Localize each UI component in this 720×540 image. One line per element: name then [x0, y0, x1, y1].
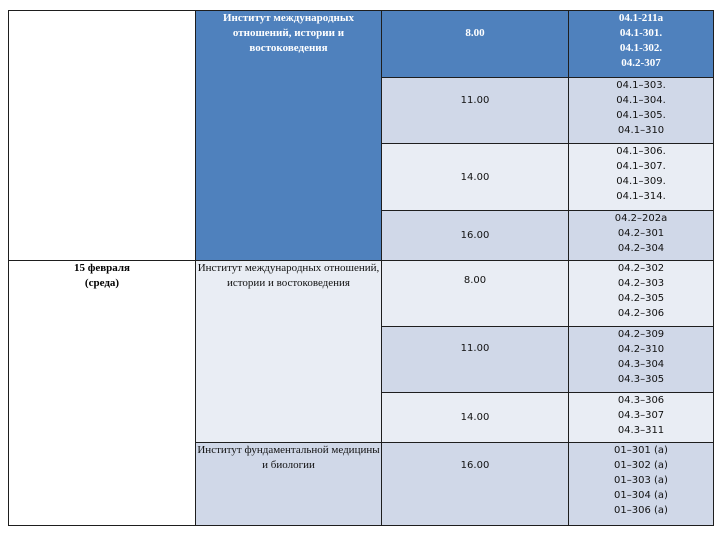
- room-item: 04.2–303: [617, 278, 665, 289]
- room-item: 04.1–304.: [616, 95, 666, 106]
- room-item: 04.1–307.: [616, 161, 666, 172]
- room-item: 01–303 (а): [614, 475, 668, 486]
- date-cell: 15 февраля (среда): [9, 261, 196, 526]
- schedule-table: [8, 10, 714, 526]
- rooms-cell: [569, 327, 714, 393]
- room-item: 04.3–306: [617, 395, 665, 406]
- room-item: 04.2–301: [617, 228, 665, 239]
- room-item: 04.3–305: [617, 374, 665, 385]
- institute-cell: Институт фундаментальной медицины и биологии: [196, 443, 382, 526]
- rooms-cell: [569, 211, 714, 261]
- room-item: 04.2–302: [617, 263, 665, 274]
- time-cell: 14.00: [382, 393, 569, 443]
- rooms-cell: [569, 78, 714, 144]
- time-cell: 8.00: [382, 261, 569, 327]
- room-item: 04.1–314.: [616, 191, 666, 202]
- room-item: 04.1-302.: [619, 42, 663, 54]
- time-cell: 11.00: [382, 327, 569, 393]
- institute-cell: Институт международных отношений, истории и востоковедения: [196, 11, 382, 261]
- room-item: 01–301 (а): [614, 445, 668, 456]
- room-item: 04.1–306.: [616, 146, 666, 157]
- rooms-cell: [569, 144, 714, 211]
- time-cell: 16.00: [382, 443, 569, 526]
- rooms-cell: [569, 11, 714, 78]
- room-item: 04.2–305: [617, 293, 665, 304]
- room-item: 04.1–305.: [616, 110, 666, 121]
- rooms-cell: [569, 443, 714, 526]
- room-item: 04.1–309.: [616, 176, 666, 187]
- room-item: 01–302 (а): [614, 460, 668, 471]
- room-item: 01–304 (а): [614, 490, 668, 501]
- room-item: 04.2–304: [617, 243, 665, 254]
- room-item: 04.2–310: [617, 344, 665, 355]
- room-item: 04.3–311: [617, 425, 665, 436]
- room-item: 01–306 (а): [614, 505, 668, 516]
- room-item: 04.3–307: [617, 410, 665, 421]
- time-cell: 14.00: [382, 144, 569, 211]
- date-cell: [9, 11, 196, 261]
- institute-cell: Институт международных отношений, истории и востоковедения: [196, 261, 382, 443]
- time-cell: 8.00: [382, 11, 569, 78]
- room-item: 04.2–202а: [614, 213, 668, 224]
- rooms-cell: [569, 393, 714, 443]
- time-cell: 11.00: [382, 78, 569, 144]
- table-row: [9, 11, 714, 78]
- room-item: 04.1-301.: [619, 27, 663, 39]
- time-cell: 16.00: [382, 211, 569, 261]
- room-item: 04.2–309: [617, 329, 665, 340]
- room-item: 04.1–310: [617, 125, 665, 136]
- rooms-cell: [569, 261, 714, 327]
- room-item: 04.1–303.: [616, 80, 666, 91]
- table-row: [9, 261, 714, 327]
- room-item: 04.2–306: [617, 308, 665, 319]
- room-item: 04.1-211а: [618, 12, 664, 24]
- room-item: 04.2-307: [621, 57, 661, 69]
- room-item: 04.3–304: [617, 359, 665, 370]
